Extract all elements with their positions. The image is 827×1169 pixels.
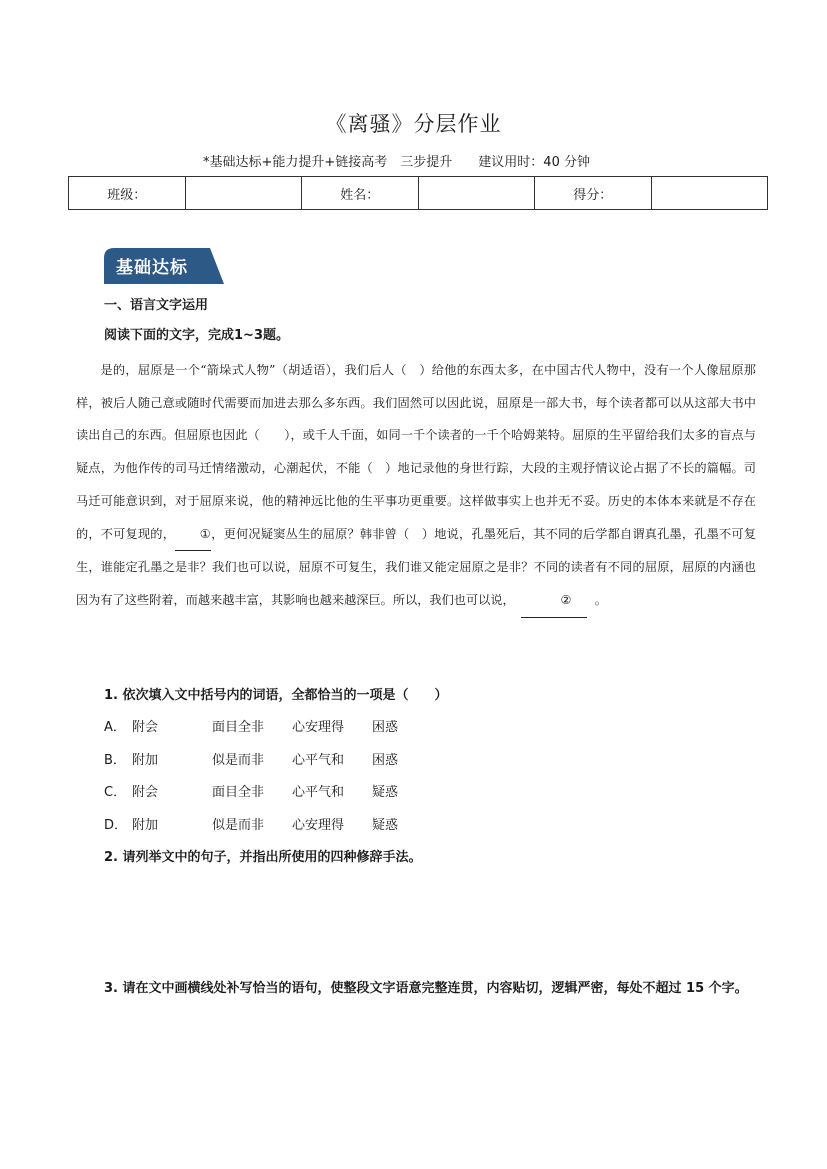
- passage-paragraph: [76, 354, 756, 618]
- option-letter: D．: [104, 818, 128, 833]
- blank-2[interactable]: ②: [521, 584, 587, 618]
- section-tag: [104, 248, 224, 284]
- passage-text-1: 是的，屈原是一个“箭垛式人物”（胡适语），我们后人（ ）给他的东西太多，在中国古代人物中，没有一个人像屈原那样，被后人随己意或随时代需要而加进去那么多东西。我们固然可以因此说，屈原是一部大书，每个读者都可以从这部大书中读出自己的东西。但屈原也因此（ ），或千人千面，如同一千个读者的一千个哈姆莱特。屈原的生平留给我们太多的盲点与疑点，为他作传的司马迁情绪激动，心潮起伏，不能（ ）地记录他的身世行踪，大段的主观抒情议论占据了不长的篇幅。司马迁可能意识到，对于屈原来说，他的精神远比他的生平事功更重要。这样做事实上也并无不妥。历史的本体本来就是不存在的，不可复现的，: [76, 363, 756, 541]
- option-word: 附会: [132, 720, 159, 735]
- option-word: 似是而非: [212, 818, 265, 833]
- option-letter: C．: [104, 785, 127, 800]
- part-title: 一、语言文字运用: [104, 298, 209, 313]
- question-3: 3. 请在文中画横线处补写恰当的语句，使整段文字语意完整连贯，内容贴切，逻辑严密，每处不超过 15 个字。: [104, 981, 748, 996]
- option-word: 附加: [132, 818, 159, 833]
- option-word: 困惑: [372, 753, 399, 768]
- option-word: 似是而非: [212, 753, 265, 768]
- info-table: [68, 176, 768, 210]
- option-word: 面目全非: [212, 720, 265, 735]
- option-letter: B．: [104, 753, 126, 768]
- class-label: 班级：: [69, 177, 186, 210]
- option-word: 心安理得: [292, 720, 345, 735]
- passage-text-2: ，更何况疑窦丛生的屈原？韩非曾（ ）地说，孔墨死后，其不同的后学都自谓真孔墨，孔墨不可复生，谁能定孔墨之是非？我们也可以说，屈原不可复生，我们谁又能定屈原之是非？不同的读者有不同的屈原，屈原的内涵也因为有了这些附着，而越来越丰富，其影响也越来越深巨。所以，我们也可以说，: [76, 526, 757, 607]
- option-word: 心平气和: [292, 785, 345, 800]
- option-word: 心安理得: [292, 818, 345, 833]
- name-field[interactable]: [418, 177, 535, 210]
- passage-text-3: 。: [594, 592, 607, 607]
- option-a[interactable]: [104, 716, 398, 735]
- subtitle: [203, 151, 590, 170]
- page-title: 《离骚》分层作业: [325, 112, 502, 136]
- option-word: 面目全非: [212, 785, 265, 800]
- option-b[interactable]: [104, 749, 398, 768]
- name-label: 姓名：: [302, 177, 419, 210]
- question-2: 2. 请列举文中的句子，并指出所使用的四种修辞手法。: [104, 850, 422, 865]
- option-word: 困惑: [372, 720, 399, 735]
- option-word: 疑惑: [372, 785, 399, 800]
- option-letter: A．: [104, 720, 126, 735]
- blank-1[interactable]: ①: [175, 518, 211, 552]
- reading-passage: [76, 354, 756, 618]
- question-1: 1. 依次填入文中括号内的词语，全都恰当的一项是（ ）: [104, 688, 448, 703]
- option-c[interactable]: [104, 781, 398, 800]
- option-word: 疑惑: [372, 818, 399, 833]
- option-word: 心平气和: [292, 753, 345, 768]
- reading-instruction: 阅读下面的文字，完成1~3题。: [104, 328, 289, 343]
- option-word: 附加: [132, 753, 159, 768]
- score-field[interactable]: [651, 177, 768, 210]
- subtitle-time: 建议用时：40 分钟: [478, 155, 590, 170]
- score-label: 得分：: [535, 177, 652, 210]
- subtitle-steps: *基础达标+能力提升+链接高考 三步提升: [203, 155, 453, 170]
- section-tag-label: 基础达标: [116, 258, 188, 278]
- option-word: 附会: [132, 785, 159, 800]
- option-d[interactable]: [104, 814, 398, 833]
- class-field[interactable]: [185, 177, 302, 210]
